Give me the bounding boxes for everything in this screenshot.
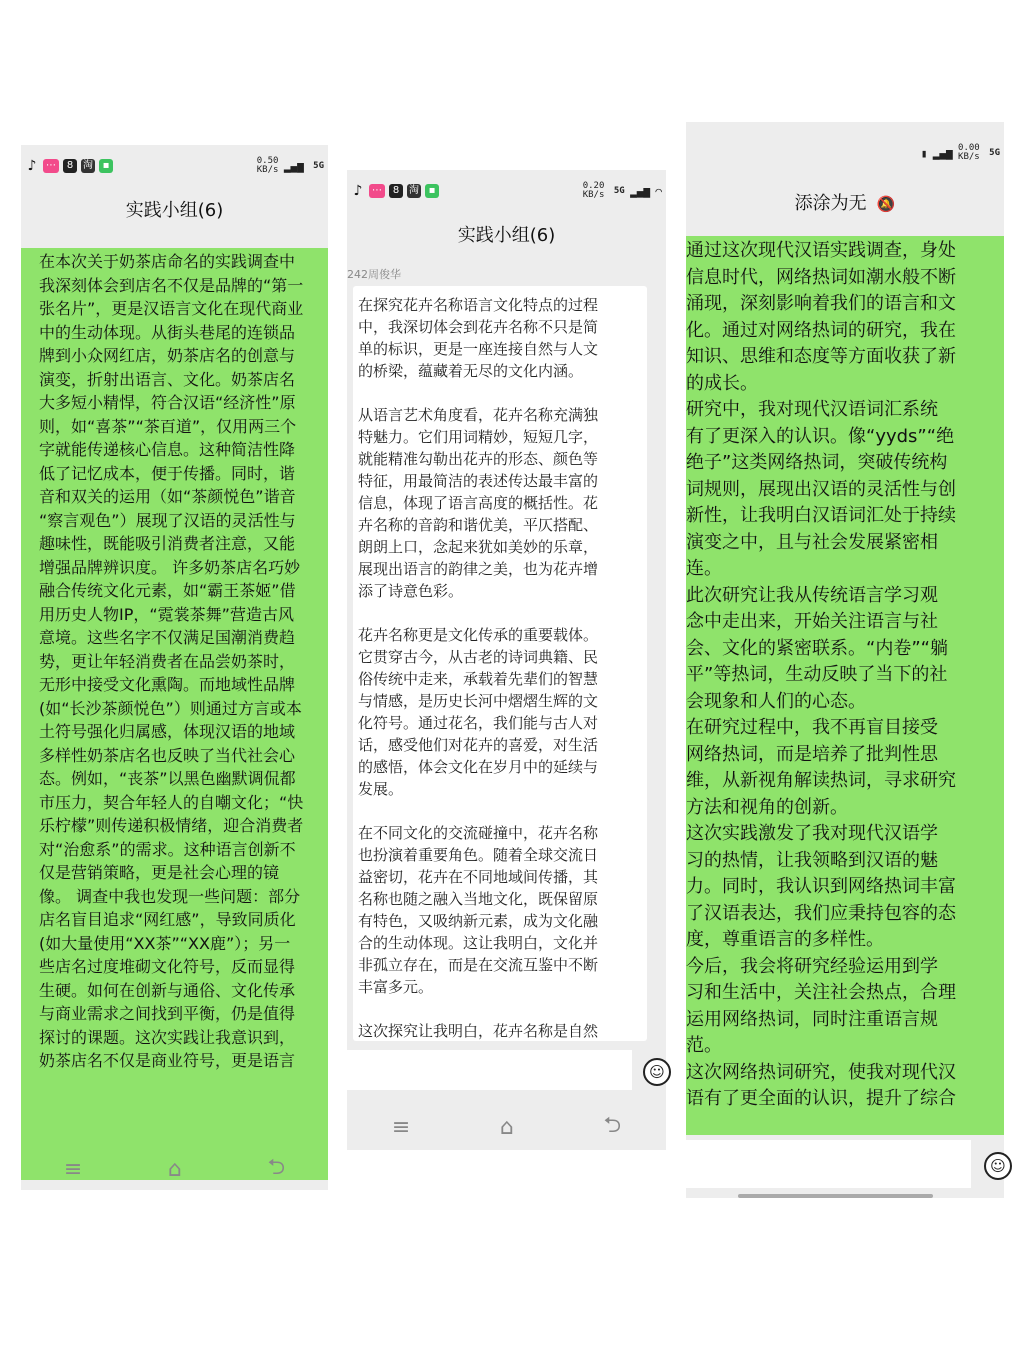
link-icon: ⋯ xyxy=(369,184,385,198)
message-line: 此次研究让我从传统语言学习观 xyxy=(686,584,938,606)
message-line: 增强品牌辨识度。 许多奶茶店名巧妙 xyxy=(39,557,301,577)
bilibili-icon: 8 xyxy=(63,159,77,173)
message-line: 市压力，契合年轻人的自嘲文化；“快 xyxy=(39,792,304,812)
message-paragraph: 花卉名称更是文化传承的重要载体。 它贯穿古今，从古老的诗词典籍、民 俗传统中走来，承载着先辈们的智慧 与情感，是历史长河中熠熠生辉的文 化符号。通过花名，我们能与古人对 话，感受他们对花卉的喜爱，对生活 的感悟，体会文化在岁月中的延续与 发展。 xyxy=(358,626,599,798)
message-line: 有了更深入的认识。像“yyds”“绝 xyxy=(686,425,955,447)
message-line: 些店名过度堆砌文化符号，反而显得 xyxy=(39,957,296,976)
message-line: 力。同时，我认识到网络热词丰富 xyxy=(686,876,956,897)
message-paragraph: 在探究花卉名称语言文化特点的过程 中，我深切体会到花卉名称不只是简 单的标识，更是一座连接自然与人文 的桥梁，蕴藏着无尽的文化内涵。 xyxy=(358,296,599,380)
message-line: 奶茶店名不仅是商业符号，更是语言 xyxy=(39,1051,296,1070)
message-line: 生硬。如何在创新与通俗、文化传承 xyxy=(39,980,296,1000)
app-icon: ▪ xyxy=(99,159,113,173)
message-line: 网络热词，而是培养了批判性思 xyxy=(686,743,938,765)
message-line: 演变，折射出语言、文化。奶茶店名 xyxy=(39,369,296,389)
message-line: 了汉语表达，我们应秉持包容的态 xyxy=(686,902,956,924)
home-icon[interactable]: ⌂ xyxy=(167,1156,182,1182)
message-bubble[interactable] xyxy=(686,236,1004,1135)
message-line: 土符号强化归属感，体现汉语的地域 xyxy=(39,722,296,741)
network-status: 0.50 KB/s ▂▄▆ 5G xyxy=(256,156,324,175)
chat-title: 添涂为无 🔕 xyxy=(794,193,896,214)
vibrate-icon: ▮ xyxy=(920,146,928,160)
emoji-icon[interactable]: ☺ xyxy=(984,1152,1012,1180)
message-line: 字就能传递核心信息。这种简洁性降 xyxy=(39,440,296,459)
taobao-icon: 淘 xyxy=(83,160,93,171)
message-line: 今后，我会将研究经验运用到学 xyxy=(686,955,938,977)
message-line: 会、文化的紧密联系。“内卷”“躺 xyxy=(686,637,948,659)
system-nav-bar xyxy=(21,1150,328,1188)
message-line: 多样性奶茶店名也反映了当代社会心 xyxy=(39,745,296,765)
message-line: 仅是营销策略，更是社会心理的镜 xyxy=(39,863,280,882)
back-icon[interactable]: ⮌ xyxy=(267,1155,286,1180)
chat-screenshot-2 xyxy=(347,170,666,1150)
message-line: 势，更让年轻消费者在品尝奶茶时， xyxy=(39,651,296,671)
message-line: 信息时代，网络热词如潮水般不断 xyxy=(686,266,956,288)
message-paragraph: 从语言艺术角度看，花卉名称充满独 特魅力。它们用词精妙，短短几字， 就能精准勾勒出花卉的形态、颜色等 特征，用最简洁的表述传达最丰富的 信息，体现了语言高度的概括性。花 卉名称的音韵和谐优美，平仄搭配、 朗朗上口，念起来犹如美妙的乐章， 展现出语言的韵律之美，也为花卉增 添了诗意色彩。 xyxy=(358,406,599,600)
message-line: 词规则，展现出汉语的灵活性与创 xyxy=(686,478,956,500)
chat-title: 实践小组(6) xyxy=(457,225,556,246)
message-line: (如大量使用“XX茶”“XX鹿”）；另一 xyxy=(39,933,291,953)
signal-icon: ▂▄▆ xyxy=(630,184,650,198)
mute-icon: 🔕 xyxy=(876,195,896,213)
message-line: 无形中接受文化熏陶。而地域性品牌 xyxy=(39,675,296,694)
link-icon: ⋯ xyxy=(43,159,59,173)
message-line: 新性，让我明白汉语词汇处于持续 xyxy=(686,505,956,526)
message-line: 演变之中，且与社会发展紧密相 xyxy=(686,531,938,553)
tiktok-icon: ♪ xyxy=(353,183,363,199)
message-line: 音和双关的运用（如“茶颜悦色”谐音 xyxy=(39,487,296,506)
status-bar xyxy=(347,170,666,214)
message-input[interactable] xyxy=(347,1050,632,1090)
message-line: 牌到小众网红店，奶茶店名的创意与 xyxy=(39,346,296,365)
message-line: 运用网络热词，同时注重语言规 xyxy=(686,1008,938,1030)
message-line: 探讨的课题。这次实践让我意识到， xyxy=(39,1027,296,1047)
message-line: 我深刻体会到店名不仅是品牌的“第一 xyxy=(39,275,304,295)
chat-screenshot-1 xyxy=(21,145,328,1190)
message-line: 融合传统文化元素，如“霸王茶姬”借 xyxy=(39,581,296,600)
message-line: 张名片”，更是汉语言文化在现代商业 xyxy=(39,299,304,318)
back-icon[interactable]: ⮌ xyxy=(603,1113,622,1138)
message-line: 中的生动体现。从街头巷尾的连锁品 xyxy=(39,322,296,342)
message-line: 研究中，我对现代汉语词汇系统 xyxy=(686,399,938,420)
status-bar xyxy=(21,145,328,189)
message-line: 习的热情，让我领略到汉语的魅 xyxy=(686,849,938,871)
message-line: 绝子”这类网络热词，突破传统构 xyxy=(686,452,948,473)
message-line: 范。 xyxy=(686,1035,722,1056)
chat-title: 实践小组(6) xyxy=(125,200,224,221)
signal-icon: ▂▄▆ xyxy=(932,146,953,160)
message-line: 则，如“喜茶”“茶百道”，仅用两三个 xyxy=(39,416,297,436)
message-line: 像。 调查中我也发现一些问题：部分 xyxy=(39,886,301,906)
message-line: 方法和视角的创新。 xyxy=(686,796,848,818)
message-line: 态。例如，“丧茶”以黑色幽默调侃都 xyxy=(39,769,296,788)
emoji-icon[interactable]: ☺ xyxy=(643,1058,671,1086)
message-bubble[interactable] xyxy=(353,286,647,1041)
home-icon[interactable]: ⌂ xyxy=(499,1114,514,1140)
message-paragraph: 在不同文化的交流碰撞中，花卉名称 也扮演着重要角色。随着全球交流日 益密切，花卉在不同地域间传播，其 名称也随之融入当地文化，既保留原 有特色，又吸纳新元素，成为文化融 合的生动体现。这让我明白，文化并 非孤立存在，而是在交流互鉴中不断 丰富多元。 xyxy=(358,824,599,996)
message-line: 化。通过对网络热词的研究，我在 xyxy=(686,319,956,341)
menu-icon[interactable]: ≡ xyxy=(63,1156,83,1182)
signal-icon: ▂▄▆ xyxy=(283,159,304,173)
message-line: 维，从新视角解读热词，寻求研究 xyxy=(686,770,956,791)
status-bar xyxy=(686,122,1004,166)
message-line: 对“治愈系”的需求。这种语言创新不 xyxy=(39,839,296,859)
bilibili-icon: 8 xyxy=(389,184,403,198)
message-line: 度，尊重语言的多样性。 xyxy=(686,929,884,950)
message-line: 与商业需求之间找到平衡，仍是值得 xyxy=(39,1004,296,1023)
message-line: 的成长。 xyxy=(686,372,758,394)
message-input[interactable] xyxy=(686,1140,971,1188)
message-line: 在本次关于奶茶店命名的实践调查中 xyxy=(39,252,296,271)
home-indicator[interactable] xyxy=(738,1194,933,1198)
message-line: 知识、思维和态度等方面收获了新 xyxy=(686,346,956,367)
message-line: 念中走出来，开始关注语言与社 xyxy=(686,611,938,632)
wifi-icon: ◠ xyxy=(655,184,662,198)
message-line: 这次网络热词研究，使我对现代汉 xyxy=(686,1061,956,1083)
message-line: 意境。这些名字不仅满足国潮消费趋 xyxy=(39,628,296,647)
message-line: (如“长沙茶颜悦色”）则通过方言或本 xyxy=(39,698,302,718)
message-line: 用历史人物IP，“霓裳茶舞”营造古风 xyxy=(39,604,294,624)
network-status: ▮ ▂▄▆ 0.00 KB/s 5G xyxy=(920,143,1000,162)
message-line: 会现象和人们的心态。 xyxy=(686,690,866,712)
chat-screenshot-3 xyxy=(686,122,1004,1198)
message-bubble[interactable] xyxy=(21,248,328,1180)
message-line: 语有了更全面的认识，提升了综合 xyxy=(686,1088,956,1109)
message-line: “察言观色”）展现了汉语的灵活性与 xyxy=(39,510,296,530)
sender-name: 242周俊华 xyxy=(347,268,401,281)
app-icon: ▪ xyxy=(425,184,439,198)
message-line: 低了记忆成本，便于传播。同时，谐 xyxy=(39,463,296,483)
network-status: 0.20 KB/s 5G ▂▄▆ ◠ xyxy=(582,181,662,200)
tiktok-icon: ♪ xyxy=(27,158,37,174)
message-line: 乐柠檬”则传递积极情绪，迎合消费者 xyxy=(39,816,304,835)
message-line: 习和生活中，关注社会热点，合理 xyxy=(686,982,956,1003)
message-line: 平”等热词，生动反映了当下的社 xyxy=(686,664,948,685)
message-line: 连。 xyxy=(686,558,722,579)
message-line: 涌现，深刻影响着我们的语言和文 xyxy=(686,293,956,314)
message-line: 这次实践激发了我对现代汉语学 xyxy=(686,823,938,844)
message-line: 趣味性，既能吸引消费者注意，又能 xyxy=(39,534,296,553)
message-paragraph: 这次探究让我明白，花卉名称是自然 xyxy=(358,1022,599,1040)
message-line: 大多短小精悍，符合汉语“经济性”原 xyxy=(39,393,296,412)
menu-icon[interactable]: ≡ xyxy=(391,1114,411,1140)
taobao-icon: 淘 xyxy=(409,185,419,196)
message-line: 店名盲目追求“网红感”，导致同质化 xyxy=(39,910,296,929)
system-nav-bar xyxy=(347,1108,666,1146)
message-line: 通过这次现代汉语实践调查，身处 xyxy=(686,240,956,261)
message-line: 在研究过程中，我不再盲目接受 xyxy=(686,717,938,738)
